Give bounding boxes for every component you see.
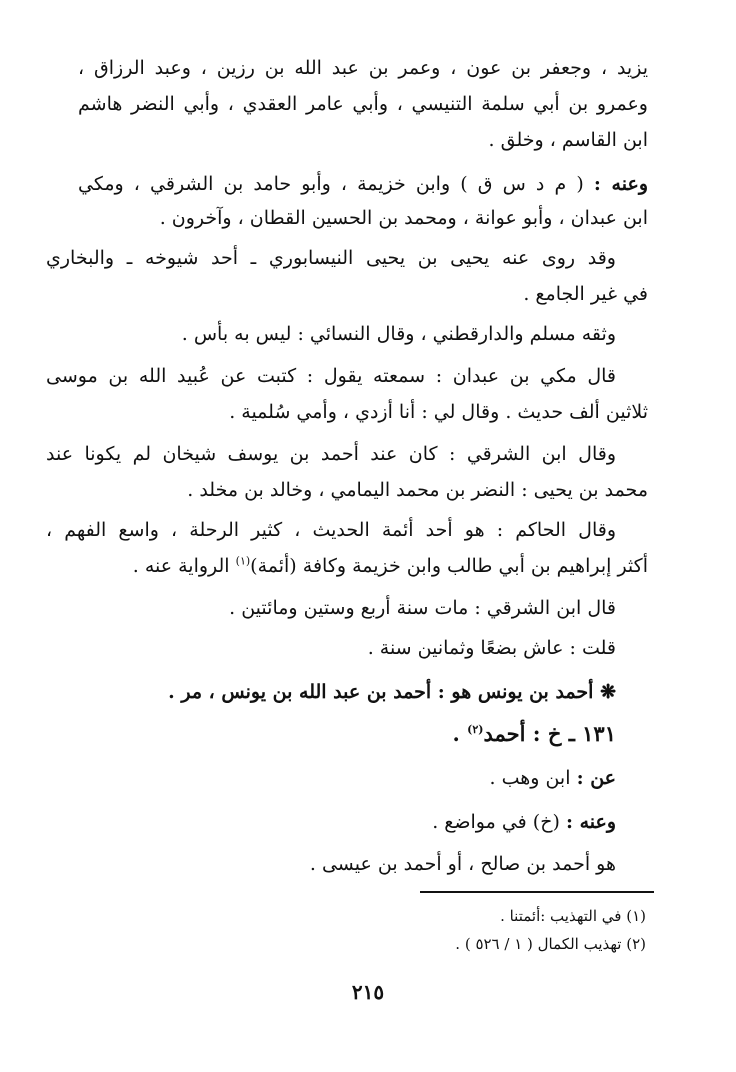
text-line (78, 168, 648, 200)
cross-reference-entry (78, 676, 616, 708)
text-line: في غير الجامع . (523, 283, 648, 305)
text-line: محمد بن يحيى : النضر بن محمد اليمامي ، وخالد بن مخلد . (187, 479, 648, 501)
text-line: ابن القاسم ، وخلق . (488, 129, 648, 151)
text-run: ( م د س ق ) وابن خزيمة ، وأبو حامد بن الشرقي ، ومكي (78, 173, 584, 195)
text-line: وقال الحاكم : هو أحد أئمة الحديث ، كثير الرحلة ، واسع الفهم ، (46, 519, 616, 541)
text-run: أحمد بن يونس هو : أحمد بن عبد الله بن يونس ، مر . (168, 681, 594, 703)
text-line: قال مكي بن عبدان : سمعته يقول : كتبت عن عُبيد الله بن موسى (46, 365, 616, 387)
footnote-ref: (١) (235, 554, 251, 568)
text-line: يزيد ، وجعفر بن عون ، وعمر بن عبد الله بن رزين ، وعبد الرزاق ، (78, 57, 648, 79)
narrators-from-label: وعنه : (565, 811, 616, 833)
text-line: وقال ابن الشرقي : كان عند أحمد بن يوسف شيخان لم يكونا عند (46, 443, 616, 465)
text-line: ابن عبدان ، وأبو عوانة ، ومحمد بن الحسين القطان ، وآخرون . (159, 207, 648, 229)
footnote-ref: (٢) (467, 723, 484, 736)
text-line: هو أحمد بن صالح ، أو أحمد بن عيسى . (309, 853, 616, 875)
text-line (78, 762, 616, 794)
narrators-from-label: وعنه : (593, 173, 648, 195)
page-number: ٢١٥ (351, 980, 385, 1004)
text-line: وثقه مسلم والدارقطني ، وقال النسائي : ليس به بأس . (181, 323, 616, 345)
footnote: (١) في التهذيب :أئمتنا . (500, 907, 646, 925)
entry-heading (78, 718, 616, 750)
text-line: قال ابن الشرقي : مات سنة أربع وستين ومائتين . (229, 597, 616, 619)
narrated-from-label: عن : (576, 767, 616, 789)
text-line: ثلاثين ألف حديث . وقال لي : أنا أزدي ، وأمي سُلمية . (229, 401, 648, 423)
text-run: ابن وهب . (489, 767, 571, 789)
text-run: (خ) في مواضع . (432, 811, 560, 833)
text-run: ١٣١ ـ خ : أحمد (483, 721, 616, 746)
text-run: الرواية عنه . (132, 555, 236, 577)
star-icon: ❋ (600, 681, 616, 703)
footnote: (٢) تهذيب الكمال ( ١ / ٥٢٦ ) . (455, 935, 646, 953)
text-line: قلت : عاش بضعًا وثمانين سنة . (367, 637, 616, 659)
text-line: وعمرو بن أبي سلمة التنيسي ، وأبي عامر العقدي ، وأبي النضر هاشم (78, 93, 648, 115)
footnote-divider (420, 891, 654, 893)
text-line (78, 806, 616, 838)
text-run: . (452, 721, 468, 746)
text-run: أكثر إبراهيم بن أبي طالب وابن خزيمة وكافة (أئمة) (250, 555, 648, 577)
text-line: وقد روى عنه يحيى بن يحيى النيسابوري ـ أحد شيوخه ـ والبخاري (46, 247, 616, 269)
text-line (78, 550, 648, 582)
